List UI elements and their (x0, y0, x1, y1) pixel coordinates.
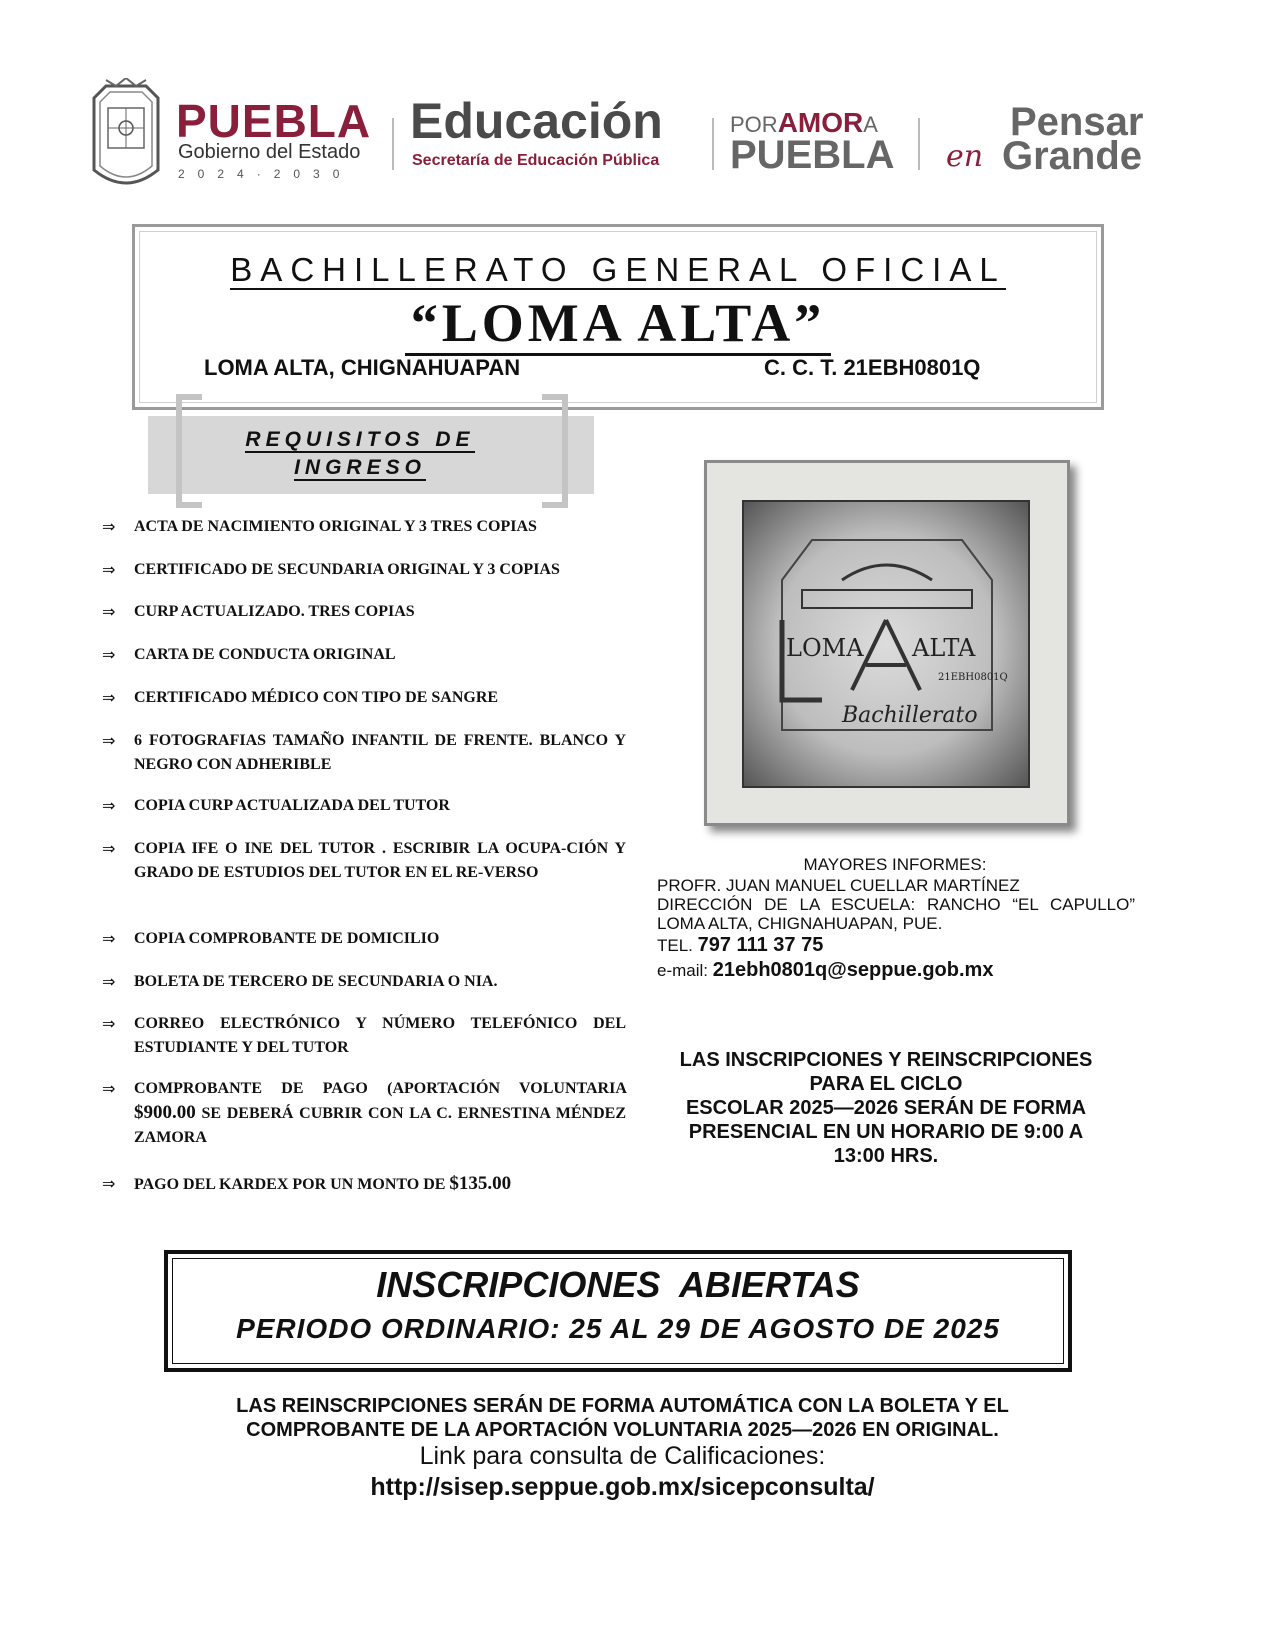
arrow-icon: ⇒ (102, 688, 116, 707)
list-item (102, 600, 626, 624)
school-logo-artwork (742, 500, 1030, 788)
reenrollment-line: COMPROBANTE DE LA APORTACIÓN VOLUNTARIA 2025—2026 EN ORIGINAL. (246, 1419, 999, 1441)
list-item (102, 794, 626, 818)
enrollment-line: 13:00 HRS. (833, 1145, 939, 1167)
email-label: e-mail: (657, 961, 713, 980)
puebla-logo-title: PUEBLA (176, 95, 372, 147)
list-item (102, 970, 626, 994)
enrollment-schedule-info (650, 1048, 1122, 1168)
school-type-title (132, 252, 1104, 288)
contact-heading: MAYORES INFORMES: (803, 855, 987, 874)
requirements-heading-line1: REQUISITOS DE (245, 428, 475, 451)
requirement-text: COPIA COMPROBANTE DE DOMICILIO (134, 930, 440, 947)
phone-label: TEL. (657, 936, 698, 955)
arrow-icon: ⇒ (102, 560, 116, 579)
enrollment-line: PRESENCIAL EN UN HORARIO DE 9:00 A (688, 1121, 1084, 1143)
list-item (102, 558, 626, 582)
requirement-text (134, 1077, 626, 1150)
contact-phone (657, 935, 823, 956)
arrow-icon: ⇒ (102, 1079, 116, 1098)
list-item (102, 643, 626, 667)
school-name-text: “LOMA ALTA” (405, 293, 832, 356)
enrollment-line: LAS INSCRIPCIONES Y REINSCRIPCIONES (679, 1049, 1093, 1071)
requirement-text (134, 1172, 626, 1197)
payment-text-a: COMPROBANTE DE PAGO (APORTACIÓN VOLUNTARIA (134, 1080, 626, 1097)
puebla-logo-subtitle: Gobierno del Estado (178, 141, 361, 163)
contact-address: DIRECCIÓN DE LA ESCUELA: RANCHO “EL CAPULLO” (657, 895, 1135, 914)
pensar-logo-grande: Grande (1002, 134, 1143, 178)
arrow-icon: ⇒ (102, 839, 116, 858)
list-item (102, 729, 626, 777)
phone-number: 797 111 37 75 (697, 934, 824, 956)
school-cct: C. C. T. 21EBH0801Q (764, 355, 981, 380)
requirements-heading-line2: INGRESO (294, 456, 426, 479)
photo-text-loma: LOMA (786, 634, 864, 662)
school-type-text: BACHILLERATO GENERAL OFICIAL (230, 251, 1006, 288)
payment-amount: $900.00 (134, 1102, 196, 1123)
open-enrollment-title: INSCRIPCIONES ABIERTAS (376, 1264, 860, 1305)
requirement-text: 6 FOTOGRAFIAS TAMAÑO INFANTIL DE FRENTE. BLANCO Y NEGRO CON ADHERIBLE (134, 732, 626, 773)
arrow-icon: ⇒ (102, 602, 116, 621)
logo-divider (918, 118, 920, 170)
arrow-icon: ⇒ (102, 796, 116, 815)
requirement-text: COPIA IFE O INE DEL TUTOR . ESCRIBIR LA OCUPA-CIÓN Y GRADO DE ESTUDIOS DEL TUTOR EN EL RE-VERSO (134, 840, 626, 881)
photo-text-bachillerato: Bachillerato (842, 703, 978, 728)
requirement-text: ACTA DE NACIMIENTO ORIGINAL Y 3 TRES COPIAS (134, 518, 537, 535)
list-item (102, 1172, 626, 1197)
requirement-text: CERTIFICADO DE SECUNDARIA ORIGINAL Y 3 COPIAS (134, 561, 560, 578)
left-bracket-decoration (176, 394, 202, 508)
puebla-logo-years: 2024·2030 (178, 167, 353, 181)
requirement-text: CURP ACTUALIZADO. TRES COPIAS (134, 603, 415, 620)
email-address[interactable]: 21ebh0801q@seppue.gob.mx (712, 959, 994, 981)
kardex-text: PAGO DEL KARDEX POR UN MONTO DE (134, 1176, 450, 1193)
payment-text-b: SE DEBERÁ CUBRIR CON LA C. ERNESTINA MÉNDEZ ZAMORA (134, 1105, 626, 1146)
list-item (102, 1077, 626, 1150)
arrow-icon: ⇒ (102, 972, 116, 991)
logo-divider (392, 118, 394, 170)
enrollment-period: PERIODO ORDINARIO: 25 AL 29 DE AGOSTO DE 2025 (236, 1313, 1000, 1344)
requirements-heading (236, 426, 484, 482)
por-amor-logo-puebla: PUEBLA (730, 133, 895, 177)
requirement-text: CERTIFICADO MÉDICO CON TIPO DE SANGRE (134, 689, 499, 706)
arrow-icon: ⇒ (102, 1014, 116, 1033)
list-item (102, 515, 626, 539)
list-item (102, 927, 626, 951)
photo-text-code: 21EBH0801Q (938, 672, 1008, 683)
arrow-icon: ⇒ (102, 645, 116, 664)
enrollment-line: PARA EL CICLO (809, 1073, 963, 1095)
arrow-icon: ⇒ (102, 1174, 116, 1193)
contact-email (657, 960, 993, 981)
list-item (102, 837, 626, 885)
grades-link-label: Link para consulta de Calificaciones: (419, 1442, 826, 1470)
enrollment-line: ESCOLAR 2025—2026 SERÁN DE FORMA (685, 1097, 1087, 1119)
puebla-coat-of-arms-logo (86, 78, 166, 198)
requirement-text: CORREO ELECTRÓNICO Y NÚMERO TELEFÓNICO DEL ESTUDIANTE Y DEL TUTOR (134, 1015, 626, 1056)
kardex-amount: $135.00 (449, 1173, 512, 1194)
arrow-icon: ⇒ (102, 731, 116, 750)
reenrollment-line: LAS REINSCRIPCIONES SERÁN DE FORMA AUTOMÁTICA CON LA BOLETA Y EL (236, 1395, 1009, 1417)
pensar-logo-word: Pensar (1010, 100, 1144, 144)
arrow-icon: ⇒ (102, 517, 116, 536)
amor-por: POR (730, 112, 778, 137)
amor-a: A (863, 112, 878, 137)
requirement-text: COPIA CURP ACTUALIZADA DEL TUTOR (134, 797, 450, 814)
list-item (102, 686, 626, 710)
arrow-icon: ⇒ (102, 929, 116, 948)
requirement-text: CARTA DE CONDUCTA ORIGINAL (134, 646, 396, 663)
school-name-title (132, 294, 1104, 352)
contact-city: LOMA ALTA, CHIGNAHUAPAN, PUE. (657, 914, 943, 933)
grades-link[interactable]: http://sisep.seppue.gob.mx/sicepconsulta/ (370, 1473, 875, 1501)
photo-text-alta: ALTA (912, 634, 976, 662)
list-item (102, 1012, 626, 1060)
contact-name: PROFR. JUAN MANUEL CUELLAR MARTÍNEZ (657, 876, 1020, 895)
requirement-text: BOLETA DE TERCERO DE SECUNDARIA O NIA. (134, 973, 498, 990)
right-bracket-decoration (542, 394, 568, 508)
educacion-logo-subtitle: Secretaría de Educación Pública (412, 152, 660, 169)
educacion-logo-title: Educación (410, 93, 663, 149)
amor-word: AMOR (777, 107, 864, 138)
logo-divider (712, 118, 714, 170)
pensar-logo-en: en (946, 139, 984, 174)
school-location: LOMA ALTA, CHIGNAHUAPAN (204, 355, 521, 380)
reenrollment-note (150, 1394, 1095, 1442)
